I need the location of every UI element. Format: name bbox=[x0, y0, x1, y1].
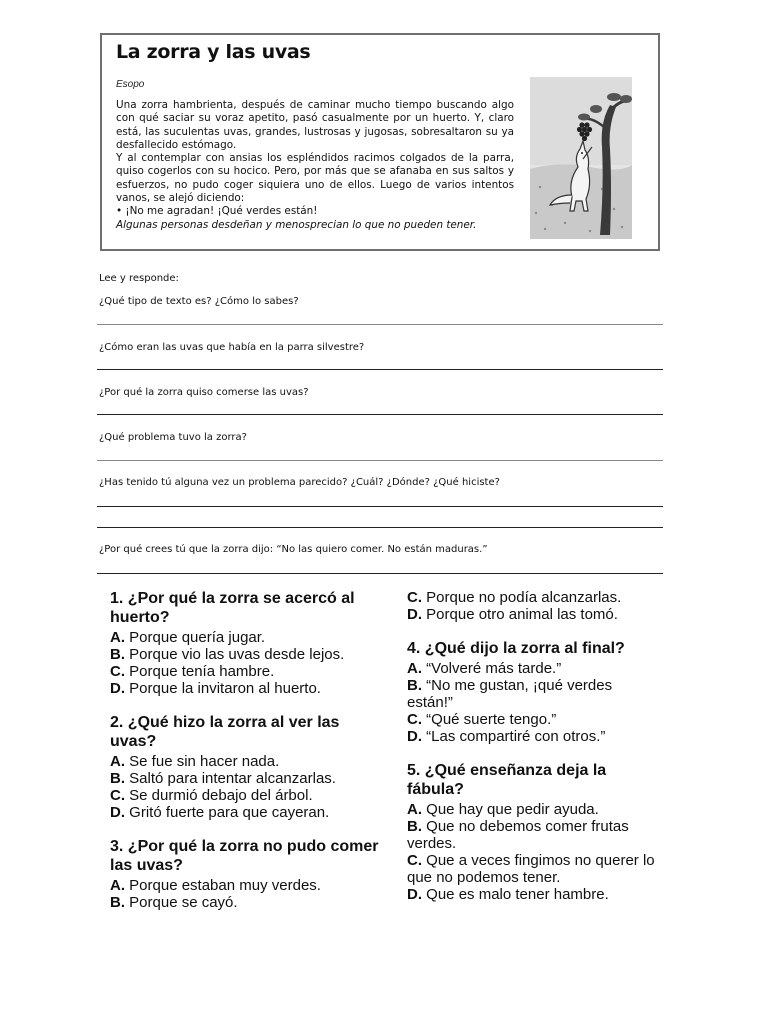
quiz-option-c[interactable]: C. Se durmió debajo del árbol. bbox=[110, 787, 313, 804]
quiz-option-a[interactable]: A. Porque quería jugar. bbox=[110, 629, 266, 646]
answer-line[interactable] bbox=[97, 506, 663, 507]
question-label: ¿Has tenido tú alguna vez un problema parecido? ¿Cuál? ¿Dónde? ¿Qué hiciste? bbox=[99, 477, 500, 488]
quiz-question bbox=[110, 713, 380, 821]
quiz-option-d[interactable]: D. Gritó fuerte para que cayeran. bbox=[110, 804, 330, 821]
quiz-option-b[interactable]: B. Porque se cayó. bbox=[110, 894, 238, 911]
quiz-option-b[interactable]: B. Porque vio las uvas desde lejos. bbox=[110, 646, 345, 663]
question-label: ¿Por qué la zorra quiso comerse las uvas? bbox=[99, 387, 309, 398]
answer-line[interactable] bbox=[97, 573, 663, 574]
quiz-question-title: 4. ¿Qué dijo la zorra al final? bbox=[407, 640, 625, 657]
fable-author: Esopo bbox=[116, 79, 145, 90]
quiz-question bbox=[407, 639, 657, 745]
quiz-option-c[interactable]: C. Porque no podía alcanzarlas. bbox=[407, 589, 622, 606]
fox-and-grapes-illustration bbox=[530, 77, 632, 239]
fable-quote: • ¡No me agradan! ¡Qué verdes están! bbox=[116, 205, 318, 218]
quiz-column-left bbox=[110, 589, 380, 927]
quiz-option-d[interactable]: D. Porque la invitaron al huerto. bbox=[110, 680, 321, 697]
quiz-option-b[interactable]: B. Saltó para intentar alcanzarlas. bbox=[110, 770, 336, 787]
answer-line[interactable] bbox=[97, 460, 663, 461]
quiz-option-d[interactable]: D. Que es malo tener hambre. bbox=[407, 886, 609, 903]
quiz-option-a[interactable]: A. Que hay que pedir ayuda. bbox=[407, 801, 599, 818]
quiz-option-b[interactable]: B. “No me gustan, ¡qué verdes están!” bbox=[407, 677, 613, 711]
quiz-question-title: 2. ¿Qué hizo la zorra al ver las uvas? bbox=[110, 714, 340, 750]
instructions-label: Lee y responde: bbox=[99, 273, 179, 284]
quiz-question bbox=[110, 837, 380, 911]
answer-line[interactable] bbox=[97, 369, 663, 370]
question-label: ¿Qué problema tuvo la zorra? bbox=[99, 432, 247, 443]
fable-paragraph: Y al contemplar con ansias los espléndidos racimos colgados de la parra, quiso cogerlos con su hocico. Pero, por más que se afanaba en sus saltos y esfuerzos, no pudo coger siquiera uno de ellos. Luego de varios intentos vanos, se alejó diciendo: bbox=[116, 152, 514, 205]
quiz-option-a[interactable]: A. Se fue sin hacer nada. bbox=[110, 753, 280, 770]
quiz-option-a[interactable]: A. “Volveré más tarde.” bbox=[407, 660, 562, 677]
fable-box bbox=[100, 33, 660, 251]
fable-title: La zorra y las uvas bbox=[116, 41, 311, 63]
quiz-option-c[interactable]: C. Que a veces fingimos no querer lo que no podemos tener. bbox=[407, 852, 655, 886]
fable-text bbox=[116, 99, 514, 232]
question-label: ¿Por qué crees tú que la zorra dijo: “No las quiero comer. No están maduras.” bbox=[99, 544, 488, 555]
quiz-question bbox=[407, 761, 657, 903]
quiz-option-b[interactable]: B. Que no debemos comer frutas verdes. bbox=[407, 818, 629, 852]
answer-line[interactable] bbox=[97, 324, 663, 325]
quiz-option-d[interactable]: D. Porque otro animal las tomó. bbox=[407, 606, 618, 623]
quiz-column-right bbox=[407, 589, 657, 919]
quiz-option-c[interactable]: C. “Qué suerte tengo.” bbox=[407, 711, 557, 728]
quiz-question bbox=[110, 589, 380, 697]
fable-paragraph: Una zorra hambrienta, después de caminar mucho tiempo buscando algo con qué saciar su voraz apetito, pasó casualmente por un huerto. Y, claro está, las suculentas uvas, grandes, lustrosas y jugosas, sobresaltaron su ya desfallecido estómago. bbox=[116, 99, 514, 151]
question-label: ¿Cómo eran las uvas que había en la parra silvestre? bbox=[99, 342, 365, 353]
answer-line[interactable] bbox=[97, 414, 663, 415]
quiz-question-title: 5. ¿Qué enseñanza deja la fábula? bbox=[407, 762, 607, 798]
quiz-question-title: 3. ¿Por qué la zorra no pudo comer las uvas? bbox=[110, 838, 379, 874]
quiz-option-d[interactable]: D. “Las compartiré con otros.” bbox=[407, 728, 606, 745]
question-label: ¿Qué tipo de texto es? ¿Cómo lo sabes? bbox=[99, 296, 299, 307]
quiz-question-continued bbox=[407, 589, 657, 623]
answer-line[interactable] bbox=[97, 527, 663, 528]
quiz-question-title: 1. ¿Por qué la zorra se acercó al huerto? bbox=[110, 590, 355, 626]
fable-moral: Algunas personas desdeñan y menosprecian lo que no pueden tener. bbox=[116, 218, 477, 231]
quiz-option-c[interactable]: C. Porque tenía hambre. bbox=[110, 663, 275, 680]
quiz-option-a[interactable]: A. Porque estaban muy verdes. bbox=[110, 877, 321, 894]
